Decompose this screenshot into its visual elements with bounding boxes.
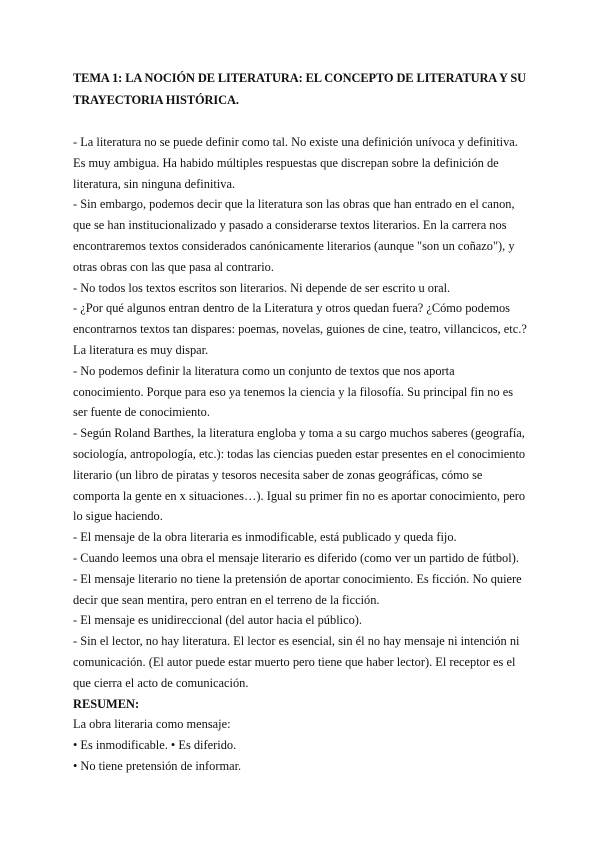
paragraph-canon: - Sin embargo, podemos decir que la literatura son las obras que han entrado en el canon, que se han institucionalizado y pasado a considerarse textos literarios. En la carrera nos encontraremos textos considerados canónicamente literarios (aunque "son un coñazo"), y otras obras con las que pasa al contrario.	[73, 197, 515, 274]
paragraph-disparity: - ¿Por qué algunos entran dentro de la Literatura y otros quedan fuera? ¿Cómo podemos encontrarnos textos tan dispares: poemas, novelas, guiones de cine, teatro, villancicos, etc.? La literatura es muy dispar.	[73, 301, 527, 357]
paragraph-barthes: - Según Roland Barthes, la literatura engloba y toma a su cargo muchos saberes (geografía, sociología, antropología, etc.): todas las ciencias pueden estar presentes en el conocimiento literario (un libro de piratas y tesoros necesita saber de zonas geográficas, cómo se comporta la gente en x situaciones…). Igual su primer fin no es aportar conocimiento, pero lo sigue haciendo.	[73, 426, 526, 524]
summary-line: • Es inmodificable. • Es diferido.	[73, 738, 237, 753]
paragraph-unidirectional: - El mensaje es unidireccional (del autor hacia el público).	[73, 613, 362, 628]
paragraph-immutable: - El mensaje de la obra literaria es inmodificable, está publicado y queda fijo.	[73, 530, 457, 545]
summary-line: • No tiene pretensión de informar.	[73, 758, 242, 773]
paragraph-reader: - Sin el lector, no hay literatura. El lector es esencial, sin él no hay mensaje ni intención ni comunicación. (El autor puede estar muerto pero tiene que haber lector). El receptor es el que cierra el acto de comunicación.	[73, 634, 520, 690]
title-spacer	[73, 111, 528, 132]
paragraph-fiction: - El mensaje literario no tiene la pretensión de aportar conocimiento. Es ficción. No quiere decir que sean mentira, pero entran en el terreno de la ficción.	[73, 571, 522, 607]
document-title: TEMA 1: LA NOCIÓN DE LITERATURA: EL CONCEPTO DE LITERATURA Y SU TRAYECTORIA HISTÓRICA.	[73, 71, 527, 107]
paragraph-definition: - La literatura no se puede definir como tal. No existe una definición unívoca y definitiva. Es muy ambigua. Ha habido múltiples respuestas que discrepan sobre la definición de literatura, sin ninguna definitiva.	[73, 135, 518, 191]
paragraph-knowledge: - No podemos definir la literatura como un conjunto de textos que nos aporta conocimiento. Porque para eso ya tenemos la ciencia y la filosofía. Su principal fin no es ser fuente de conocimiento.	[73, 363, 514, 420]
paragraph-deferred: - Cuando leemos una obra el mensaje literario es diferido (como ver un partido de fútbol).	[73, 550, 519, 565]
summary-line: La obra literaria como mensaje:	[73, 717, 231, 732]
summary-heading: RESUMEN:	[73, 696, 140, 711]
paragraph-written-oral: - No todos los textos escritos son literarios. Ni depende de ser escrito u oral.	[73, 280, 451, 295]
